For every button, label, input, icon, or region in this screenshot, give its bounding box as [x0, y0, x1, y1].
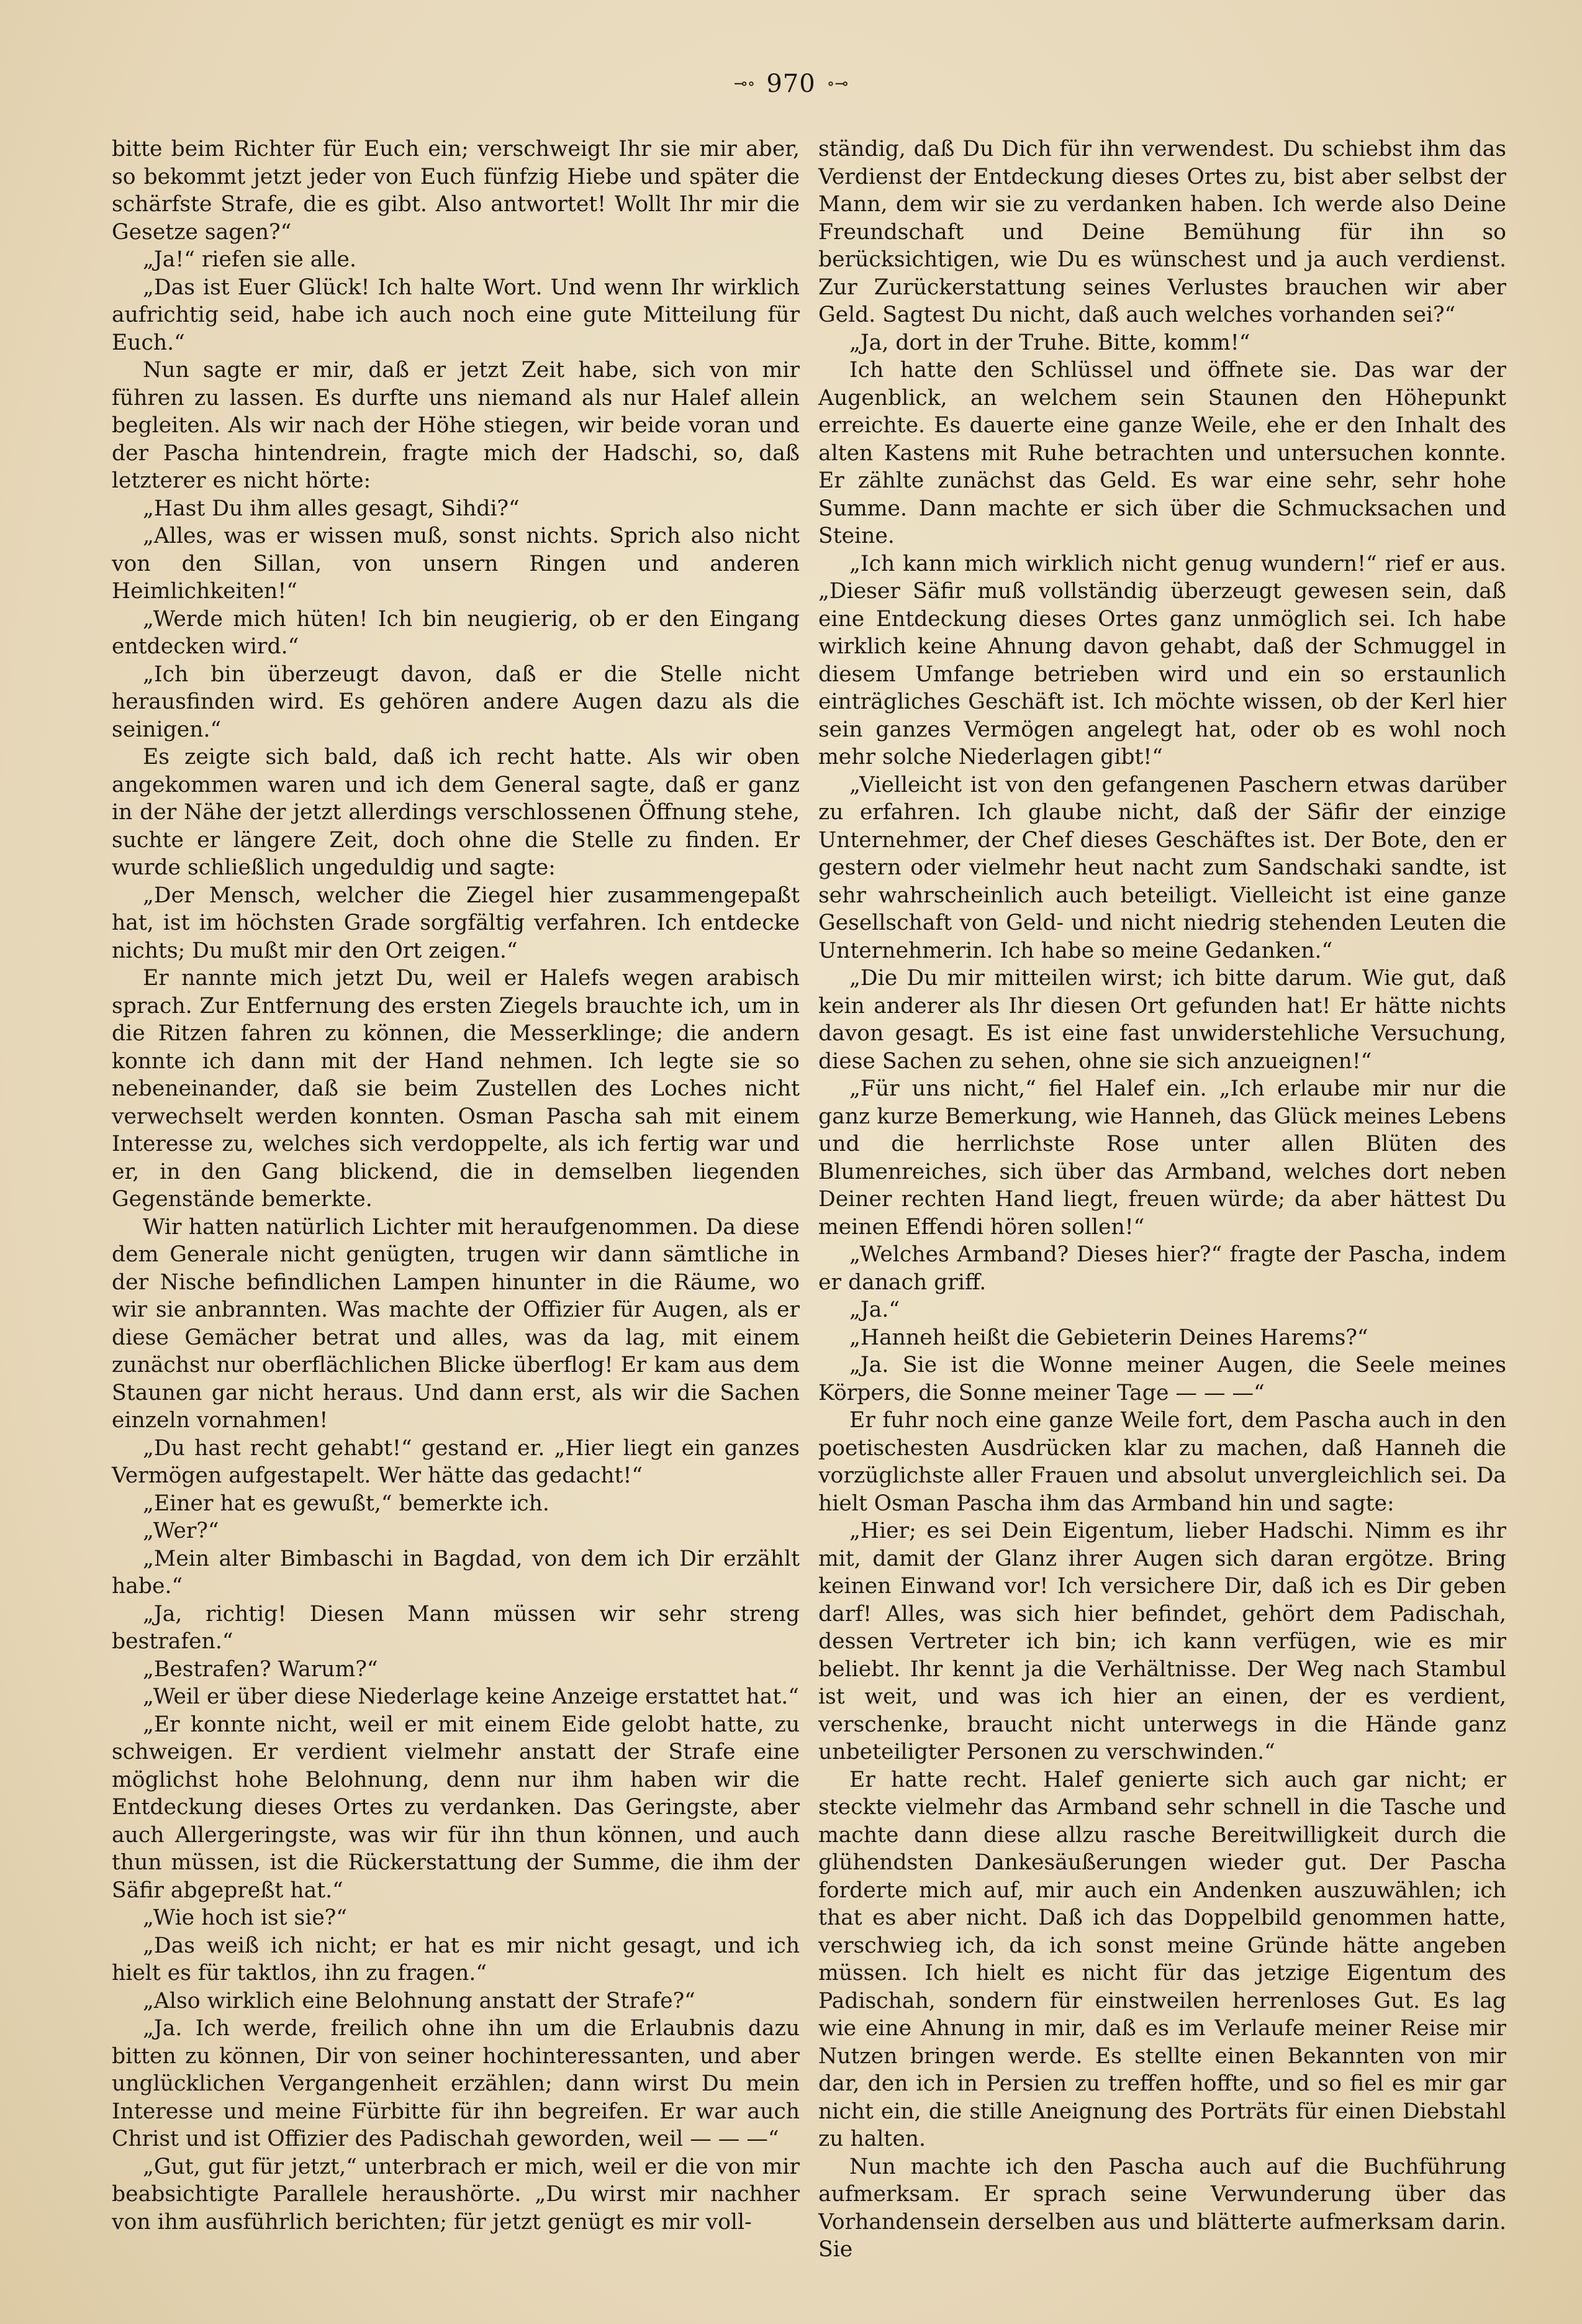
paragraph: Er hatte recht. Halef genierte sich auch gar nicht; er steckte vielmehr das Armband sehr schnell in die Tasche und machte dann diese allzu rasche Bereitwilligkeit durch die glühendsten Dankesäußerungen wieder gut. Der Pascha forderte mich auf, mir auch ein Andenken auszuwählen; ich that es aber nicht. Daß ich das Doppelbild genommen hatte, verschwieg ich, da ich sonst meine Gründe hätte angeben müssen. Ich hielt es nicht für das jetzige Eigentum des Padischah, sondern für einstweilen herrenloses Gut. Es lag wie eine Ahnung in mir, daß es im Verlaufe meiner Reise mir Nutzen bringen werde. Es stellte einen Bekannten von mir dar, den ich in Persien zu treffen hoffte, und so fiel es mir gar nicht ein, die stille Aneignung des Porträts für einen Diebstahl zu halten.	[818, 1767, 1506, 2151]
ornament-left-icon: ⊸∘	[733, 75, 756, 93]
paragraph: „Ja.“	[849, 1297, 900, 1322]
paragraph: „Also wirklich eine Belohnung anstatt der Strafe?“	[143, 1988, 695, 2013]
paragraph: Es zeigte sich bald, daß ich recht hatte. Als wir oben angekommen waren und ich dem General sagte, daß er ganz in der Nähe der jetzt allerdings verschlossenen Öffnung stehe, suchte er längere Zeit, doch ohne die Stelle zu finden. Er wurde schließlich ungeduldig und sagte:	[112, 745, 800, 880]
paragraph: „Hanneh heißt die Gebieterin Deines Harems?“	[849, 1325, 1368, 1350]
paragraph: bitte beim Richter für Euch ein; verschweigt Ihr sie mir aber, so bekommt jetzt jeder von Euch fünfzig Hiebe und später die schärfste Strafe, die es gibt. Also antwortet! Wollt Ihr mir die Gesetze sagen?“	[112, 137, 800, 245]
paragraph: „Ja, richtig! Diesen Mann müssen wir sehr streng bestrafen.“	[112, 1601, 800, 1654]
paragraph: „Alles, was er wissen muß, sonst nichts. Sprich also nicht von den Sillan, von unsern Ringen und anderen Heimlichkeiten!“	[112, 524, 800, 604]
paragraph: Nun sagte er mir, daß er jetzt Zeit habe, sich von mir führen zu lassen. Es durfte uns niemand als nur Halef allein begleiten. Als wir nach der Höhe stiegen, wir beide voran und der Pascha hintendrein, fragte mich der Hadschi, so, daß letzterer es nicht hörte:	[112, 358, 800, 493]
paragraph: „Ja. Sie ist die Wonne meiner Augen, die Seele meines Körpers, die Sonne meiner Tage — — —“	[818, 1353, 1506, 1405]
paragraph: „Gut, gut für jetzt,“ unterbrach er mich, weil er die von mir beabsichtigte Parallele heraushörte. „Du wirst mir nachher von ihm ausführlich berichten; für jetzt genügt es mir voll-	[112, 2154, 800, 2235]
paragraph: „Ja. Ich werde, freilich ohne ihn um die Erlaubnis dazu bitten zu können, Dir von seiner hochinteressanten, und aber unglücklichen Vergangenheit erzählen; dann wirst Du mein Interesse und meine Fürbitte für ihn begreifen. Er war auch Christ und ist Offizier des Padischah geworden, weil — — —“	[112, 2016, 800, 2151]
paragraph: Ich hatte den Schlüssel und öffnete sie. Das war der Augenblick, an welchem sein Staunen den Höhepunkt erreichte. Es dauerte eine ganze Weile, ehe er den Inhalt des alten Kastens mit Ruhe betrachten und untersuchen konnte. Er zählte zunächst das Geld. Es war eine sehr, sehr hohe Summe. Dann machte er sich über die Schmucksachen und Steine.	[818, 358, 1506, 548]
paragraph: „Ja!“ riefen sie alle.	[143, 247, 356, 272]
paragraph: „Ich bin überzeugt davon, daß er die Stelle nicht herausfinden wird. Es gehören andere Augen dazu als die seinigen.“	[112, 661, 800, 742]
paragraph: „Ja, dort in der Truhe. Bitte, komm!“	[849, 330, 1250, 355]
paragraph: Wir hatten natürlich Lichter mit heraufgenommen. Da diese dem Generale nicht genügten, trugen wir dann sämtliche in der Nische befindlichen Lampen hinunter in die Räume, wo wir sie anbrannten. Was machte der Offizier für Augen, als er diese Gemächer betrat und alles, was da lag, mit einem zunächst nur oberflächlichen Blicke überflog! Er kam aus dem Staunen gar nicht heraus. Und dann erst, als wir die Sachen einzeln vornahmen!	[112, 1214, 800, 1433]
paragraph: „Er konnte nicht, weil er mit einem Eide gelobt hatte, zu schweigen. Er verdient vielmehr anstatt der Strafe eine möglichst hohe Belohnung, denn nur ihm haben wir die Entdeckung dieses Ortes zu verdanken. Das Geringste, aber auch Allergeringste, was wir für ihn thun können, und auch thun müssen, ist die Rückerstattung der Summe, die ihm der Säfir abgepreßt hat.“	[112, 1712, 800, 1903]
text-column-right	[818, 135, 1506, 2264]
paragraph: „Vielleicht ist von den gefangenen Paschern etwas darüber zu erfahren. Ich glaube nicht, daß der Säfir der einzige Unternehmer, der Chef dieses Geschäftes ist. Der Bote, den er gestern oder vielmehr heut nacht zum Sandschaki sandte, ist sehr wahrscheinlich auch beteiligt. Vielleicht ist eine ganze Gesellschaft von Geld- und nicht niedrig stehenden Leuten die Unternehmerin. Ich habe so meine Gedanken.“	[818, 772, 1506, 963]
paragraph: „Das weiß ich nicht; er hat es mir nicht gesagt, und ich hielt es für taktlos, ihn zu fragen.“	[112, 1933, 800, 1986]
paragraph: „Die Du mir mitteilen wirst; ich bitte darum. Wie gut, daß kein anderer als Ihr diesen Ort gefunden hat! Er hätte nichts davon gesagt. Es ist eine fast unwiderstehliche Versuchung, diese Sachen zu sehen, ohne sie sich anzueignen!“	[818, 966, 1506, 1074]
paragraph: „Das ist Euer Glück! Ich halte Wort. Und wenn Ihr wirklich aufrichtig seid, habe ich auch noch eine gute Mitteilung für Euch.“	[112, 275, 800, 355]
text-column-left	[112, 135, 800, 2236]
paragraph: Er fuhr noch eine ganze Weile fort, dem Pascha auch in den poetischesten Ausdrücken klar zu machen, daß Hanneh die vorzüglichste aller Frauen und absolut unvergleichlich sei. Da hielt Osman Pascha ihm das Armband hin und sagte:	[818, 1408, 1506, 1516]
paragraph: „Du hast recht gehabt!“ gestand er. „Hier liegt ein ganzes Vermögen aufgestapelt. Wer hätte das gedacht!“	[112, 1435, 800, 1488]
paragraph: „Für uns nicht,“ fiel Halef ein. „Ich erlaube mir nur die ganz kurze Bemerkung, wie Hanneh, das Glück meines Lebens und die herrlichste Rose unter allen Blüten des Blumenreiches, sich über das Armband, welches dort neben Deiner rechten Hand liegt, freuen würde; da aber hättest Du meinen Effendi hören sollen!“	[818, 1076, 1506, 1240]
paragraph: ständig, daß Du Dich für ihn verwendest. Du schiebst ihm das Verdienst der Entdeckung dieses Ortes zu, bist aber selbst der Mann, dem wir sie zu verdanken haben. Ich werde also Deine Freundschaft und Deine Bemühung für ihn so berücksichtigen, wie Du es wünschest und ja auch verdienst. Zur Zurückerstattung seines Verlustes brauchen wir aber Geld. Sagtest Du nicht, daß auch welches vorhanden sei?“	[818, 137, 1506, 327]
paragraph: „Hast Du ihm alles gesagt, Sihdi?“	[143, 496, 520, 521]
paragraph: „Mein alter Bimbaschi in Bagdad, von dem ich Dir erzählt habe.“	[112, 1546, 800, 1599]
paragraph: „Wie hoch ist sie?“	[143, 1905, 348, 1930]
paragraph: „Einer hat es gewußt,“ bemerkte ich.	[143, 1491, 549, 1516]
paragraph: „Welches Armband? Dieses hier?“ fragte der Pascha, indem er danach griff.	[818, 1242, 1506, 1295]
paragraph: „Der Mensch, welcher die Ziegel hier zusammengepaßt hat, ist im höchsten Grade sorgfältig verfahren. Ich entdecke nichts; Du mußt mir den Ort zeigen.“	[112, 883, 800, 963]
paragraph: „Hier; es sei Dein Eigentum, lieber Hadschi. Nimm es ihr mit, damit der Glanz ihrer Augen sich daran ergötze. Bring keinen Einwand vor! Ich versichere Dir, daß ich es Dir geben darf! Alles, was sich hier befindet, gehört dem Padischah, dessen Vertreter ich bin; ich kann verfügen, wie es mir beliebt. Ihr kennt ja die Verhältnisse. Der Weg nach Stambul ist weit, und was ich hier an einen, der es verdient, verschenke, braucht nicht unterwegs in die Hände ganz unbeteiligter Personen zu verschwinden.“	[818, 1518, 1506, 1764]
page-header	[0, 70, 1582, 98]
paragraph: „Wer?“	[143, 1518, 219, 1543]
paragraph: „Werde mich hüten! Ich bin neugierig, ob er den Eingang entdecken wird.“	[112, 606, 800, 659]
paragraph: „Ich kann mich wirklich nicht genug wundern!“ rief er aus. „Dieser Säfir muß vollständig überzeugt gewesen sein, daß eine Entdeckung dieses Ortes ganz unmöglich sei. Ich habe wirklich keine Ahnung davon gehabt, daß der Schmuggel in diesem Umfange betrieben wird und ein so erstaunlich einträgliches Geschäft ist. Ich möchte wissen, ob der Kerl hier sein ganzes Vermögen angelegt hat, oder ob es wohl noch mehr solche Niederlagen gibt!“	[818, 551, 1506, 769]
ornament-right-icon: ∘⊸	[826, 75, 849, 93]
paragraph: „Bestrafen? Warum?“	[143, 1656, 378, 1682]
paragraph: Er nannte mich jetzt Du, weil er Halefs wegen arabisch sprach. Zur Entfernung des ersten Ziegels brauchte ich, um in die Ritzen fahren zu können, die Messerklinge; die andern konnte ich dann mit der Hand nehmen. Ich legte sie so nebeneinander, daß sie beim Zustellen des Loches nicht verwechselt werden konnten. Osman Pascha sah mit einem Interesse zu, welches sich verdoppelte, als ich fertig war und er, in den Gang blickend, die in demselben liegenden Gegenstände bemerkte.	[112, 966, 800, 1212]
page-number: 970	[766, 70, 816, 98]
paragraph: „Weil er über diese Niederlage keine Anzeige erstattet hat.“	[143, 1684, 799, 1709]
paragraph: Nun machte ich den Pascha auch auf die Buchführung aufmerksam. Er sprach seine Verwunderung über das Vorhandensein derselben aus und blätterte aufmerksam darin. Sie	[818, 2154, 1506, 2262]
